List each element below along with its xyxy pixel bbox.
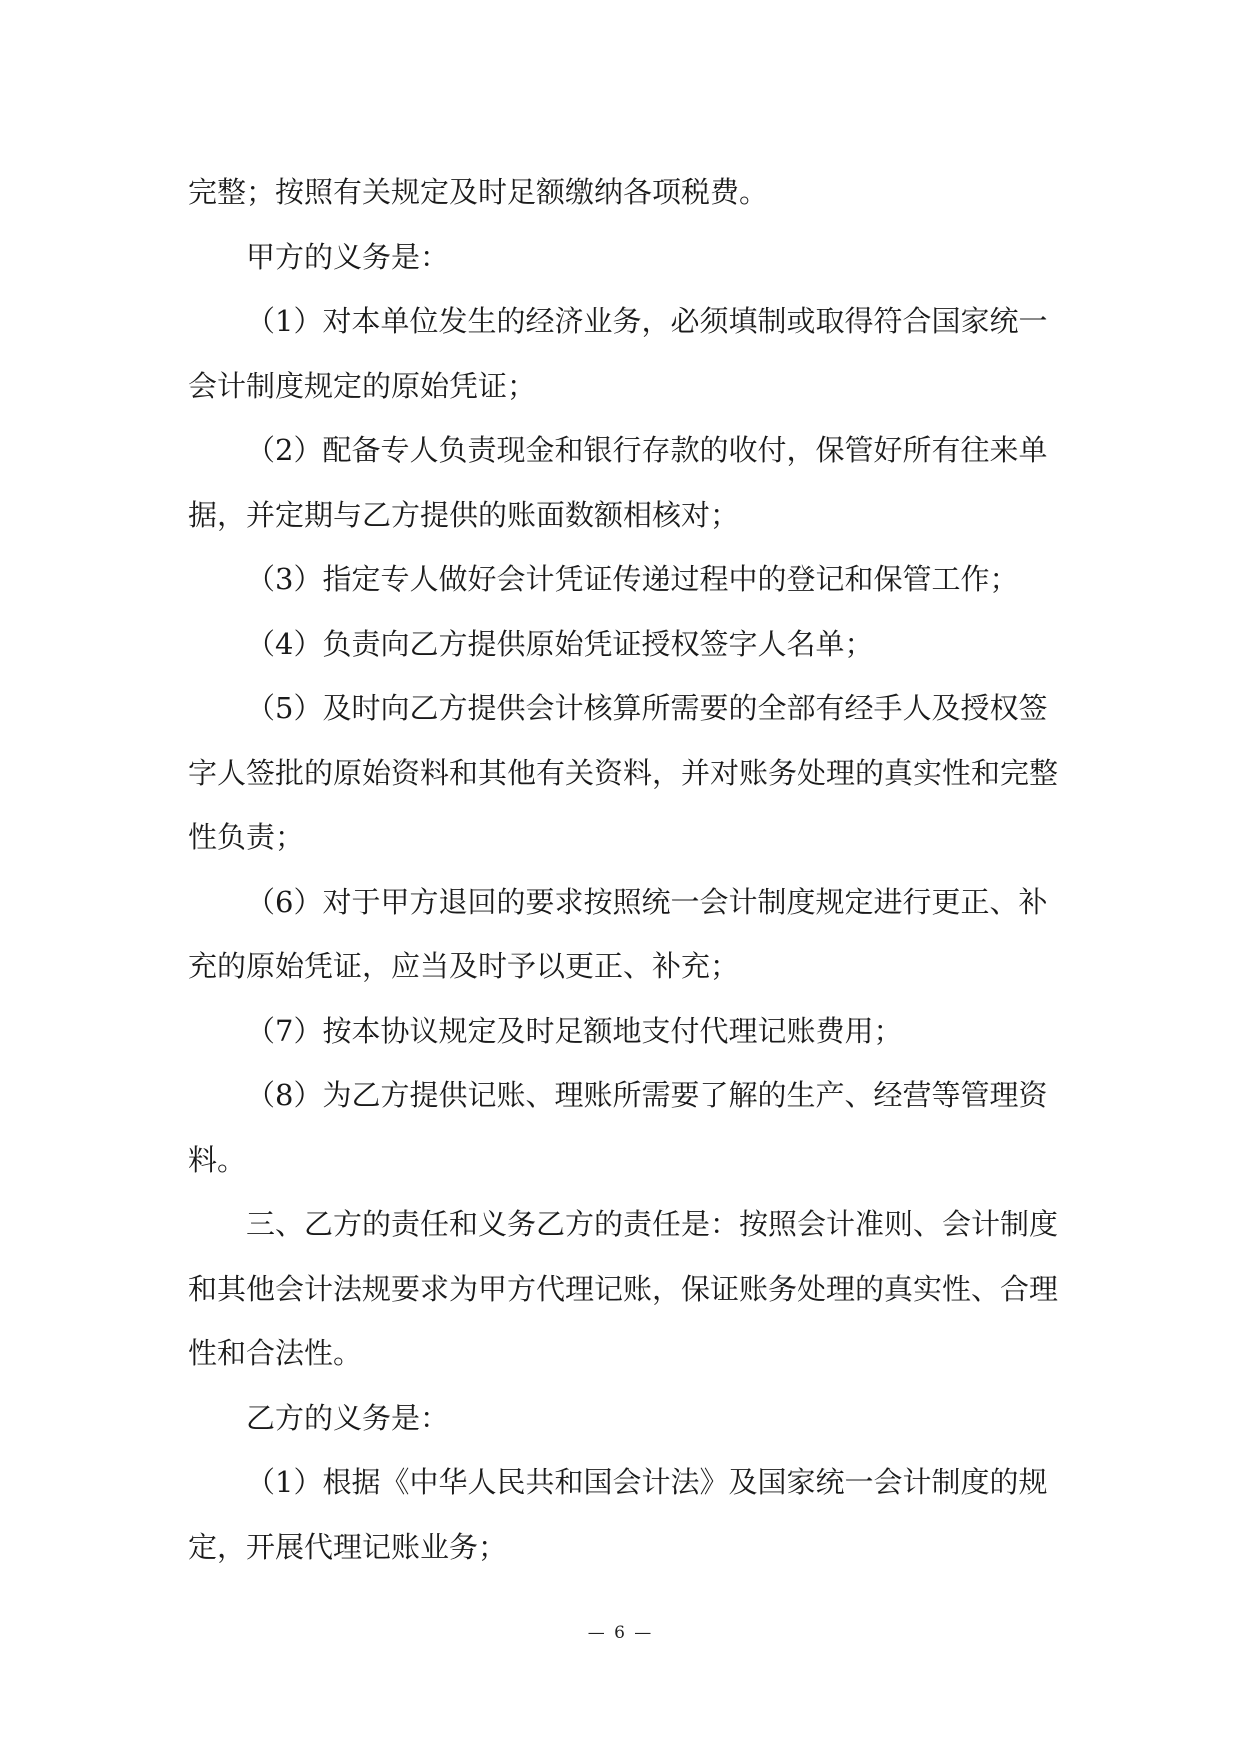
page-number: — 6 — <box>587 1623 654 1643</box>
text-line: 完整；按照有关规定及时足额缴纳各项税费。 <box>188 175 769 209</box>
text-line: 定，开展代理记账业务； <box>188 1529 508 1564</box>
text-line: （2）配备专人负责现金和银行存款的收付，保管好所有往来单 <box>246 433 1048 467</box>
text-line: （8）为乙方提供记账、理账所需要了解的生产、经营等管理资 <box>246 1078 1048 1112</box>
text-line: （1）对本单位发生的经济业务，必须填制或取得符合国家统一 <box>246 304 1048 338</box>
text-line: （7）按本协议规定及时足额地支付代理记账费用； <box>246 1013 903 1048</box>
text-line: 字人签批的原始资料和其他有关资料，并对账务处理的真实性和完整 <box>188 755 1059 790</box>
text-line: （4）负责向乙方提供原始凭证授权签字人名单； <box>246 626 874 661</box>
text-line: 充的原始凭证，应当及时予以更正、补充； <box>188 949 740 983</box>
text-line: （3）指定专人做好会计凭证传递过程中的登记和保管工作； <box>246 562 1019 596</box>
text-line: 性负责； <box>188 820 305 854</box>
text-line: 据，并定期与乙方提供的账面数额相核对； <box>188 497 740 532</box>
text-line: 三、乙方的责任和义务乙方的责任是：按照会计准则、会计制度 <box>246 1207 1059 1241</box>
text-line: （6）对于甲方退回的要求按照统一会计制度规定进行更正、补 <box>246 884 1048 919</box>
text-line: 会计制度规定的原始凭证； <box>188 368 537 403</box>
text-line: 性和合法性。 <box>188 1336 363 1370</box>
text-line: 乙方的义务是： <box>246 1400 450 1435</box>
text-line: 和其他会计法规要求为甲方代理记账，保证账务处理的真实性、合理 <box>188 1271 1059 1306</box>
text-line: （5）及时向乙方提供会计核算所需要的全部有经手人及授权签 <box>246 691 1048 725</box>
text-line: （1）根据《中华人民共和国会计法》及国家统一会计制度的规 <box>246 1465 1048 1499</box>
text-line: 甲方的义务是： <box>246 239 450 274</box>
text-line: 料。 <box>188 1142 247 1177</box>
body-text <box>188 160 1058 1579</box>
